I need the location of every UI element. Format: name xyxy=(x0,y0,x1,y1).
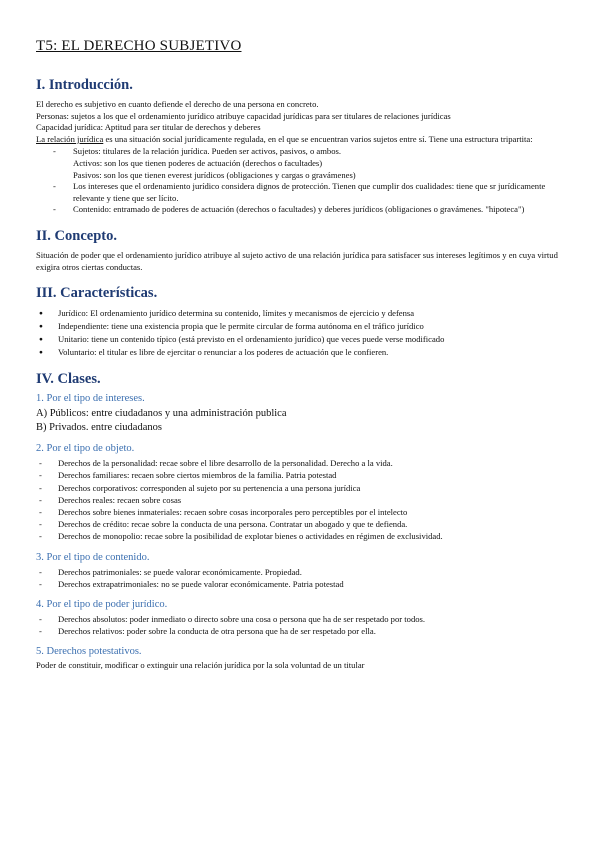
section-clases xyxy=(36,371,570,672)
list-item: - Derechos de crédito: recae sobre la conducta de una persona. Contratar un abogado y que te defienda. xyxy=(36,518,570,530)
list-item: - Derechos reales: recaen sobre cosas xyxy=(36,494,570,506)
list-item-text: tiene un contenido típico (está previsto en el ordenamiento jurídico) que veces puede verse modificado xyxy=(91,334,445,345)
list-item: - Derechos de monopolio: recae sobre la posibilidad de explotar bienes o actividades en régimen de exclusividad. xyxy=(36,530,570,542)
relacion-juridica-definition: es una situación social jurídicamente regulada, en el que se encuentran varios sujetos entre sí. Tiene una estructura tripartita: xyxy=(103,133,533,144)
clases-group-potestativos xyxy=(36,646,570,672)
intro-paragraph-4 xyxy=(36,134,570,146)
subheading-contenido: 3. Por el tipo de contenido. xyxy=(36,551,150,563)
concepto-text: Situación de poder que el ordenamiento jurídico atribuye al sujeto activo de una relación jurídica para satisfacer sus intereses legítimos y en cuya virtud exigira otros ciertas conductas. xyxy=(36,249,558,272)
list-item: - Derechos patrimoniales: se puede valorar económicamente. Propiedad. xyxy=(36,566,570,578)
list-item: - Derechos absolutos: poder inmediato o directo sobre una cosa o persona que ha de ser respetado por todos. xyxy=(36,613,570,625)
list-item xyxy=(36,181,570,204)
intro-paragraph-3: Capacidad jurídica: Aptitud para ser titular de derechos y deberes xyxy=(36,122,261,133)
heading-clases: IV. Clases. xyxy=(36,371,101,388)
relacion-juridica-term: La relación jurídica xyxy=(36,133,104,144)
list-item: - Derechos familiares: recaen sobre ciertos miembros de la familia. Patria potestad xyxy=(36,469,570,481)
section-introduccion xyxy=(36,77,570,216)
list-item: - Derechos corporativos: corresponden al sujeto por su pertenencia a una persona jurídica xyxy=(36,482,570,494)
clases-group-poder xyxy=(36,599,570,637)
subheading-objeto: 2. Por el tipo de objeto. xyxy=(36,443,135,455)
heading-concepto: II. Concepto. xyxy=(36,227,117,244)
caracteristicas-list xyxy=(36,307,570,359)
list-item-label: Independiente: xyxy=(58,321,112,332)
list-item: - Derechos sobre bienes inmateriales: recaen sobre cosas incorporales pero perceptibles por el intelecto xyxy=(36,506,570,518)
subheading-potestativos: 5. Derechos potestativos. xyxy=(36,646,142,658)
subheading-poder: 4. Por el tipo de poder jurídico. xyxy=(36,598,168,610)
clase-privados: B) Privados. entre ciudadanos xyxy=(36,421,162,433)
list-item xyxy=(36,307,570,320)
heading-introduccion: I. Introducción. xyxy=(36,77,133,93)
heading-caracteristicas: III. Características. xyxy=(36,285,158,302)
list-item xyxy=(36,204,570,216)
list-item xyxy=(36,320,570,333)
clases-group-objeto xyxy=(36,443,570,542)
list-item-subtext: Activos: son los que tienen poderes de actuación (derechos o facultades) xyxy=(73,157,323,168)
intro-paragraph-1: El derecho es subjetivo en cuanto defiende el derecho de una persona en concreto. xyxy=(36,99,319,109)
list-item-subtext: Pasivos: son los que tienen everest jurídicos (obligaciones y cargas o gravámenes) xyxy=(73,169,356,180)
list-item: - Derechos relativos: poder sobre la conducta de otra persona que ha de ser respetado por ella. xyxy=(36,625,570,637)
poder-list xyxy=(36,613,570,637)
list-item-text: Los intereses que el ordenamiento jurídico considera dignos de protección. Tienen que cumplir dos cualidades: tiene que sr jurídicamente relevante y tiene que ser lícito. xyxy=(73,181,546,203)
intro-paragraph-2: Personas: sujetos a los que el ordenamiento jurídico atribuye capacidad jurídicas para ser titulares de relaciones jurídicas xyxy=(36,110,451,121)
clases-group-intereses xyxy=(36,393,570,434)
list-item-text: tiene una existencia propia que le permite circular de forma autónoma en el tráfico jurídico xyxy=(111,321,424,332)
objeto-list xyxy=(36,457,570,542)
contenido-list xyxy=(36,566,570,590)
list-item-text: el titular es libre de ejercitar o renunciar a los poderes de actuación que le confieren. xyxy=(98,347,389,358)
list-item xyxy=(36,333,570,346)
estructura-list xyxy=(36,146,570,216)
subheading-intereses: 1. Por el tipo de intereses. xyxy=(36,393,145,405)
list-item-text: Contenido: entramado de poderes de actuación (derechos o facultades) y deberes jurídicos (obligaciones o gravámenes. "hipoteca") xyxy=(73,204,525,215)
list-item-text: El ordenamiento jurídico determina su contenido, límites y mecanismos de ejercicio y defensa xyxy=(90,308,415,319)
list-item-label: Unitario: xyxy=(58,334,92,345)
list-item-label: Jurídico: xyxy=(58,308,91,319)
list-item: - Derechos extrapatrimoniales: no se puede valorar económicamente. Patria potestad xyxy=(36,578,570,590)
clase-publicos: A) Públicos: entre ciudadanos y una administración publica xyxy=(36,408,287,420)
list-item-label: Voluntario: xyxy=(58,347,99,358)
section-concepto xyxy=(36,228,570,273)
list-item xyxy=(36,146,570,181)
clases-group-contenido xyxy=(36,552,570,590)
list-item-text: Sujetos: titulares de la relación jurídica. Pueden ser activos, pasivos, o ambos. xyxy=(73,146,342,157)
list-item xyxy=(36,346,570,359)
section-caracteristicas xyxy=(36,285,570,359)
potestativos-text: Poder de constituir, modificar o extinguir una relación jurídica por la sola voluntad de un titular xyxy=(36,660,365,671)
list-item: - Derechos de la personalidad: recae sobre el libre desarrollo de la personalidad. Derecho a la vida. xyxy=(36,457,570,469)
document-title: T5: EL DERECHO SUBJETIVO xyxy=(36,38,242,54)
